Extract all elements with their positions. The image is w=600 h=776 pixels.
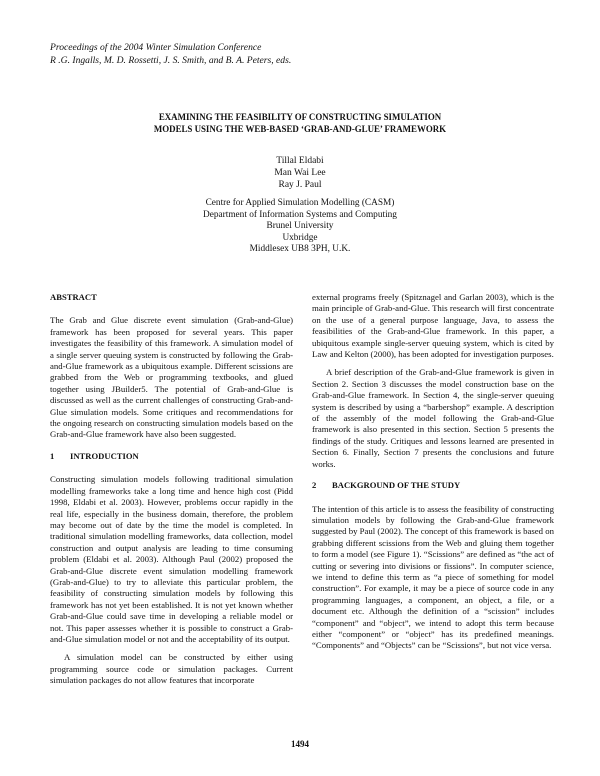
left-column: [50, 292, 293, 687]
title-line-2: MODELS USING THE WEB-BASED ‘GRAB-AND-GLUE’ FRAMEWORK: [153, 124, 447, 135]
author-name: Tillal Eldabi: [276, 156, 324, 166]
right-column: [312, 292, 554, 659]
intro-paragraph-2-continued: external programs freely (Spitznagel and Garlan 2003), which is the main principle of Grab-and-Glue. This research will first concentrate on the use of a general purpose language, Java, to assess the feasibilities of the Grab-and-Glue framework. In this paper, a ubiquitous example single-server queuing system, which is cited by Law and Kelton (2000), has been adopted for investigation purposes.: [312, 292, 554, 360]
abstract-heading: ABSTRACT: [50, 292, 97, 302]
section-number: 1: [50, 450, 55, 461]
author-list: [150, 156, 450, 191]
section-title: INTRODUCTION: [70, 450, 139, 461]
paper-title: [60, 111, 540, 136]
affiliation-line: Centre for Applied Simulation Modelling (CASM): [205, 198, 395, 208]
affiliation-line: Middlesex UB8 3PH, U.K.: [249, 244, 351, 254]
author-name: Ray J. Paul: [278, 179, 322, 190]
proceedings-line-1: Proceedings of the 2004 Winter Simulation Conference: [50, 42, 262, 53]
intro-paragraph-1: Constructing simulation models following traditional simulation modelling frameworks take a long time and hence high cost (Pidd 1998, Eldabi et al. 2003). However, problems occur rapidly in the real life, especially in the business domain, therefore, the problem may become out of date by the time the model is completed. In traditional simulation modelling frameworks, data collection, model construction and output analysis are leading to time consuming problem (Eldabi et al. 2003). Although Paul (2002) proposed the Grab-and-Glue discrete event simulation modelling framework (Grab-and-Glue) to try to alleviate this particular problem, the feasibility of constructing simulation models by following this framework has not yet been established. It is not yet known whether Grab-and-Glue could save time in developing a reliable model or not. This paper assesses whether it is possible to construct a Grab-and-Glue simulation model or not and the acceptability of its output.: [50, 474, 293, 644]
affiliation-block: [130, 198, 470, 256]
section-heading-introduction: [50, 451, 293, 462]
affiliation-line: Uxbridge: [282, 232, 318, 243]
background-paragraph-1: The intention of this article is to assess the feasibility of constructing simulation models by following the Grab-and-Glue framework suggested by Paul (2002). The concept of this framework is based on grabbing different scissions from the Web and gluing them together to form a model (see Figure 1). “Scissions” are defined as “the act of cutting or severing into divisions or fissions”. In computer science, we intend to define this term as “a piece of something for model construction”. For example, it may be a piece of source code in any programming languages, a component, an object, a file, or a document etc. Although the definition of a “scission” includes “component” and “object”, we intend to adopt this term because either “component” or “object” has its predefined meanings. “Components” and “Objects” can be “Scissions”, but not vice versa.: [312, 503, 554, 651]
author-name: Man Wai Lee: [274, 167, 326, 178]
intro-paragraph-3: A brief description of the Grab-and-Glue framework is given in Section 2. Section 3 discusses the model construction base on the Grab-and-Glue framework. In Section 4, the single-server queuing system is described by using a “barbershop” example. A description of the assembly of the model following the Grab-and-Glue framework is also presented in this section. Section 5 presents the findings of the study. Critiques and lessons learned are presented in Section 6. Finally, Section 7 presents the conclusions and future works.: [312, 367, 554, 469]
proceedings-header: [50, 42, 291, 67]
affiliation-line: Department of Information Systems and Computing: [203, 209, 397, 220]
page-number: 1494: [291, 739, 309, 749]
affiliation-line: Brunel University: [266, 221, 334, 231]
section-number: 2: [312, 480, 317, 491]
intro-paragraph-2: A simulation model can be constructed by either using programming source code or simulation packages. Current simulation packages do not allow features that incorporate: [50, 652, 293, 686]
section-title: BACKGROUND OF THE STUDY: [332, 480, 461, 491]
title-line-1: EXAMINING THE FEASIBILITY OF CONSTRUCTING SIMULATION: [158, 112, 442, 122]
abstract-text: The Grab and Glue discrete event simulation (Grab-and-Glue) framework has been proposed for several years. This paper investigates the feasibility of this framework. A simulation model of a single server queuing system is constructed by following the Grab-and-Glue framework as a ubiquitous example. Different scissions are grabbed from the Web or programming textbooks, and glued together using JBuilder5. The potential of Grab-and-Glue is discussed as well as the current challenges of constructing Grab-and-Glue simulation models. Some critiques and recommendations for the ongoing research on constructing simulation models based on the Grab-and-Glue framework have also been suggested.: [50, 315, 293, 440]
proceedings-editors: R .G. Ingalls, M. D. Rossetti, J. S. Smith, and B. A. Peters, eds.: [50, 54, 292, 66]
section-heading-background: [312, 480, 554, 491]
